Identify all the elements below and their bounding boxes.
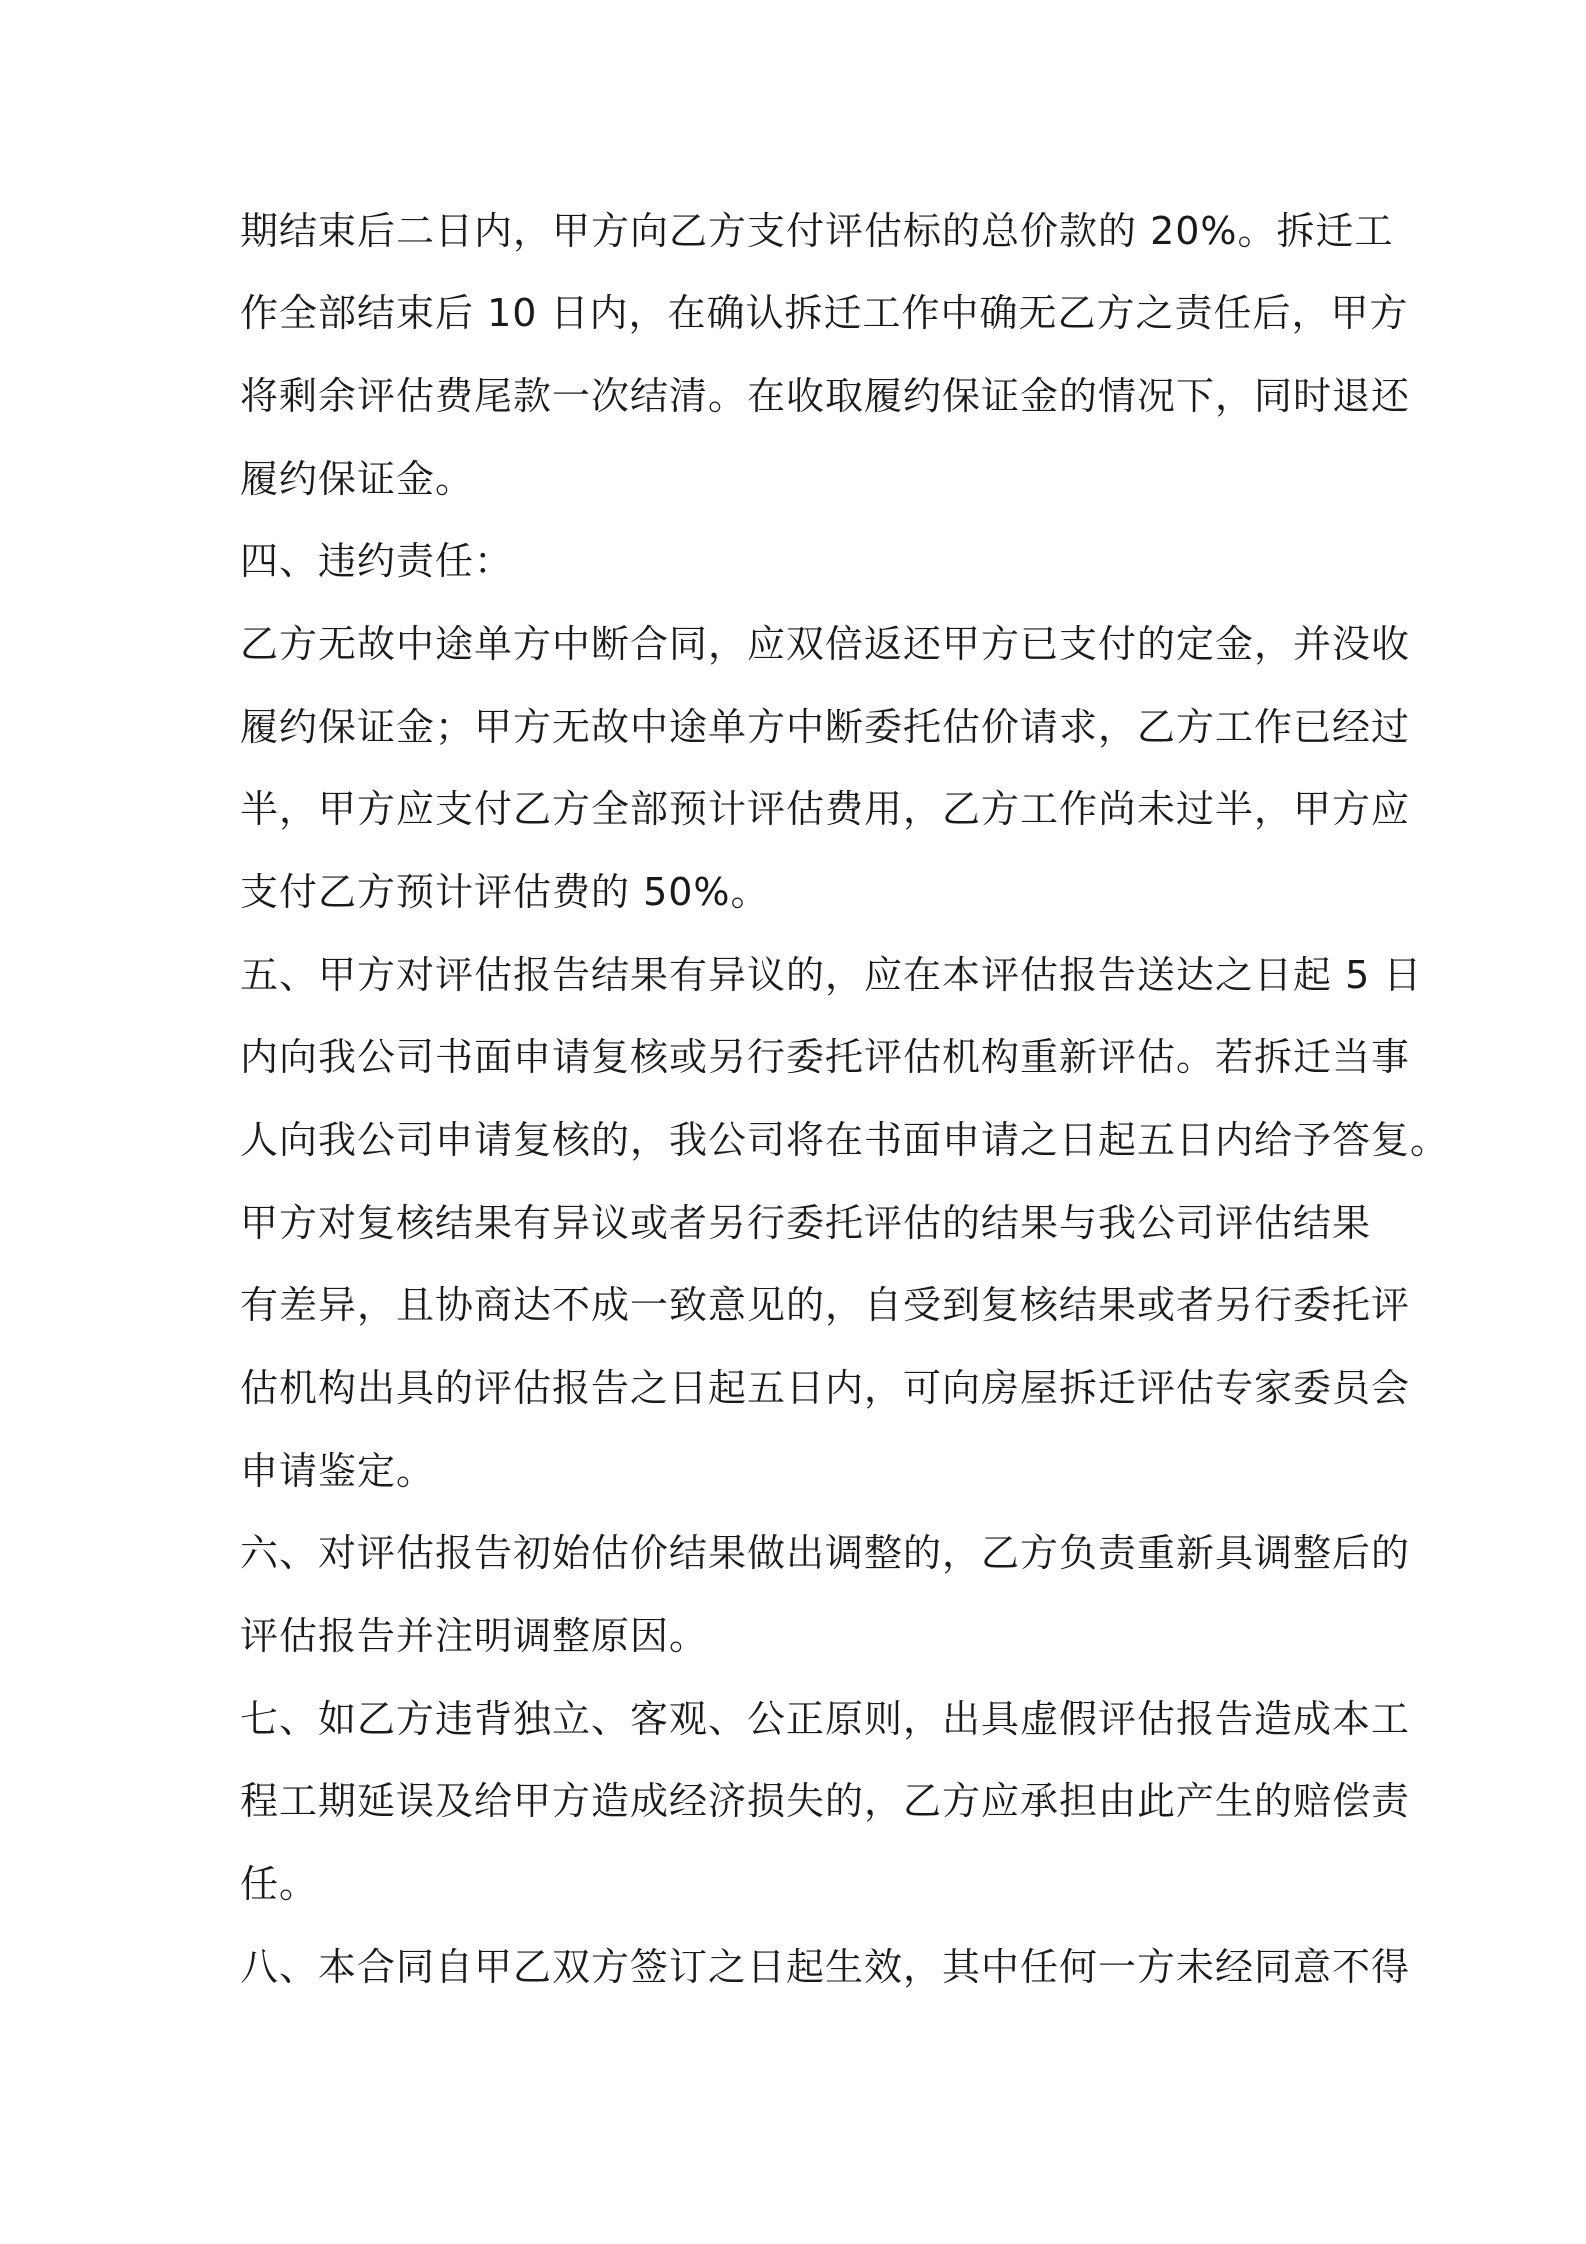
text-line: 评估报告并注明调整原因。 xyxy=(240,1614,709,1658)
text-line: 有差异，且协商达不成一致意见的，自受到复核结果或者另行委托评 xyxy=(240,1283,1411,1327)
text-line: 估机构出具的评估报告之日起五日内，可向房屋拆迁评估专家委员会 xyxy=(240,1366,1411,1410)
section-heading: 四、违约责任： xyxy=(240,539,514,583)
text-line: 履约保证金。 xyxy=(240,457,475,501)
text-line: 甲方对复核结果有异议或者另行委托评估的结果与我公司评估结果 xyxy=(240,1201,1372,1245)
text-line: 八、本合同自甲乙双方签订之日起生效，其中任何一方未经同意不得 xyxy=(240,1945,1411,1989)
text-line: 期结束后二日内，甲方向乙方支付评估标的总价款的 20%。拆迁工 xyxy=(240,209,1394,253)
text-line: 人向我公司申请复核的，我公司将在书面申请之日起五日内给予答复。 xyxy=(240,1118,1450,1162)
text-line: 履约保证金；甲方无故中途单方中断委托估价请求，乙方工作已经过 xyxy=(240,705,1411,749)
text-line: 六、对评估报告初始估价结果做出调整的，乙方负责重新具调整后的 xyxy=(240,1531,1411,1575)
text-line: 五、甲方对评估报告结果有异议的，应在本评估报告送达之日起 5 日 xyxy=(240,953,1423,997)
text-line: 申请鉴定。 xyxy=(240,1449,436,1493)
text-line: 作全部结束后 10 日内，在确认拆迁工作中确无乙方之责任后，甲方 xyxy=(240,291,1409,335)
text-line: 内向我公司书面申请复核或另行委托评估机构重新评估。若拆迁当事 xyxy=(240,1035,1411,1079)
text-line: 乙方无故中途单方中断合同，应双倍返还甲方已支付的定金，并没收 xyxy=(240,622,1411,666)
text-line: 支付乙方预计评估费的 50%。 xyxy=(240,870,770,914)
text-line: 将剩余评估费尾款一次结清。在收取履约保证金的情况下，同时退还 xyxy=(240,374,1411,418)
text-line: 任。 xyxy=(240,1862,319,1906)
text-line: 半，甲方应支付乙方全部预计评估费用，乙方工作尚未过半，甲方应 xyxy=(240,787,1411,831)
text-line: 程工期延误及给甲方造成经济损失的，乙方应承担由此产生的赔偿责 xyxy=(240,1779,1411,1823)
text-line: 七、如乙方违背独立、客观、公正原则，出具虚假评估报告造成本工 xyxy=(240,1697,1411,1741)
